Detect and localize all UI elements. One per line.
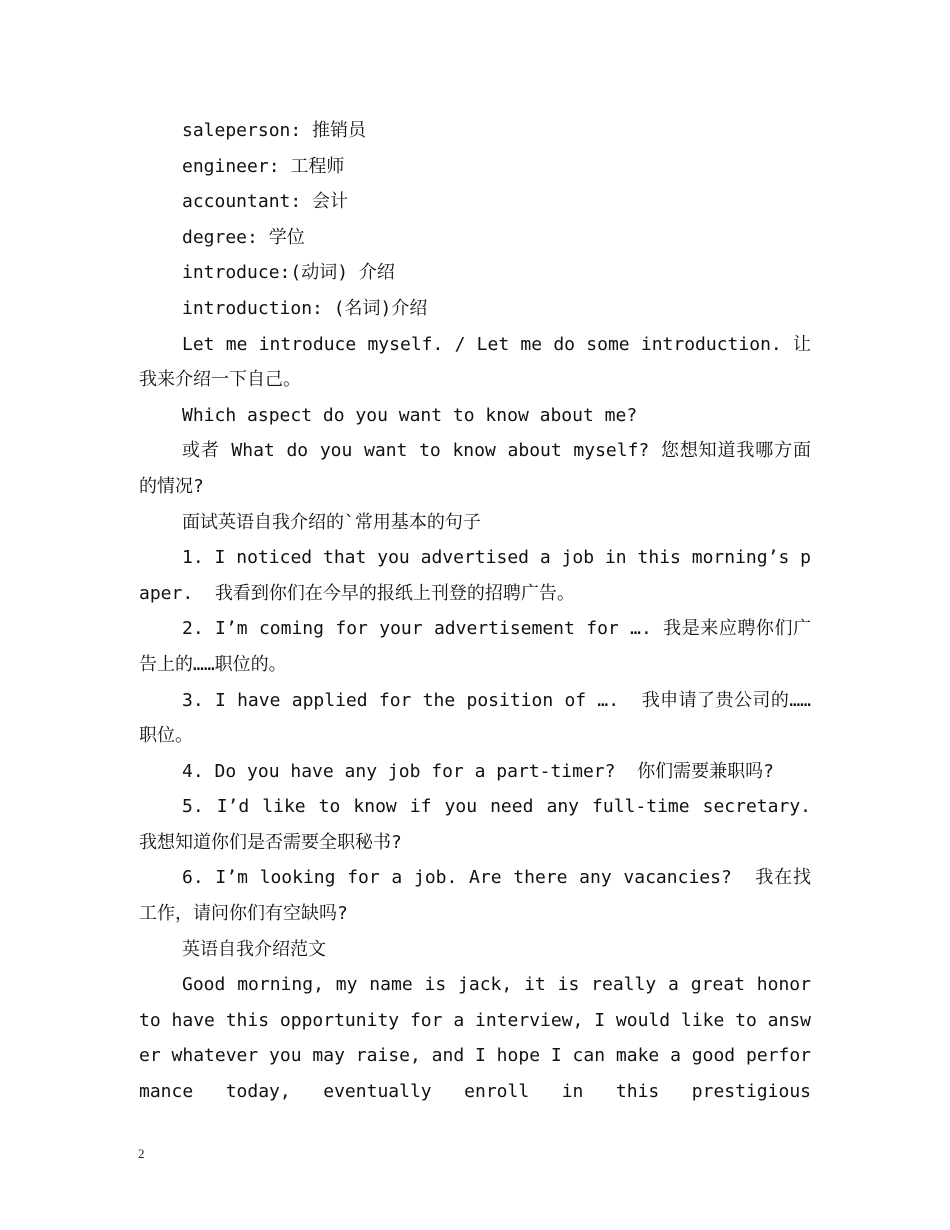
paragraph-which-aspect: Which aspect do you want to know about me? [182,404,638,426]
sample-essay-paragraph: Good morning, my name is jack, it is really a great honor to have this opportunity for a interview, I would like to answer whatever you may raise, and I hope I can make a good performance today, eventually enroll in this prestigious [139,974,822,1103]
sentence-item-6: 6. I’m looking for a job. Are there any vacancies? 我在找工作，请问你们有空缺吗? [139,867,811,925]
sentence-item-3: 3. I have applied for the position of …. 我申请了贵公司的……职位。 [139,689,811,747]
document-body [139,113,822,1110]
vocab-line-engineer: engineer: 工程师 [182,155,345,177]
section-heading-sample-essay: 英语自我介绍范文 [182,938,326,960]
vocab-line-saleperson: saleperson: 推销员 [182,120,367,141]
vocab-line-degree: degree: 学位 [182,226,305,248]
sentence-item-5: 5. I’d like to know if you need any full-time secretary. 我想知道你们是否需要全职秘书? [139,796,822,853]
paragraph-what-know: 或者 What do you want to know about myself? 您想知道我哪方面的情况? [139,440,811,497]
paragraph-introduce-myself: Let me introduce myself. / Let me do some introduction. 让我来介绍一下自己。 [139,333,811,391]
vocab-line-introduction: introduction: (名词)介绍 [182,297,428,319]
sentence-item-4: 4. Do you have any job for a part-timer? 你们需要兼职吗? [182,760,774,782]
sentence-item-2: 2. I’m coming for your advertisement for …. 我是来应聘你们广告上的……职位的。 [139,618,811,675]
vocab-line-accountant: accountant: 会计 [182,191,349,213]
vocab-line-introduce: introduce:(动词) 介绍 [182,262,395,284]
sentence-item-1: 1. I noticed that you advertised a job in this morning’s paper. 我看到你们在今早的报纸上刊登的招聘广告。 [139,547,811,604]
page-number: 2 [138,1146,145,1161]
section-heading-basic-sentences: 面试英语自我介绍的`常用基本的句子 [182,511,481,533]
